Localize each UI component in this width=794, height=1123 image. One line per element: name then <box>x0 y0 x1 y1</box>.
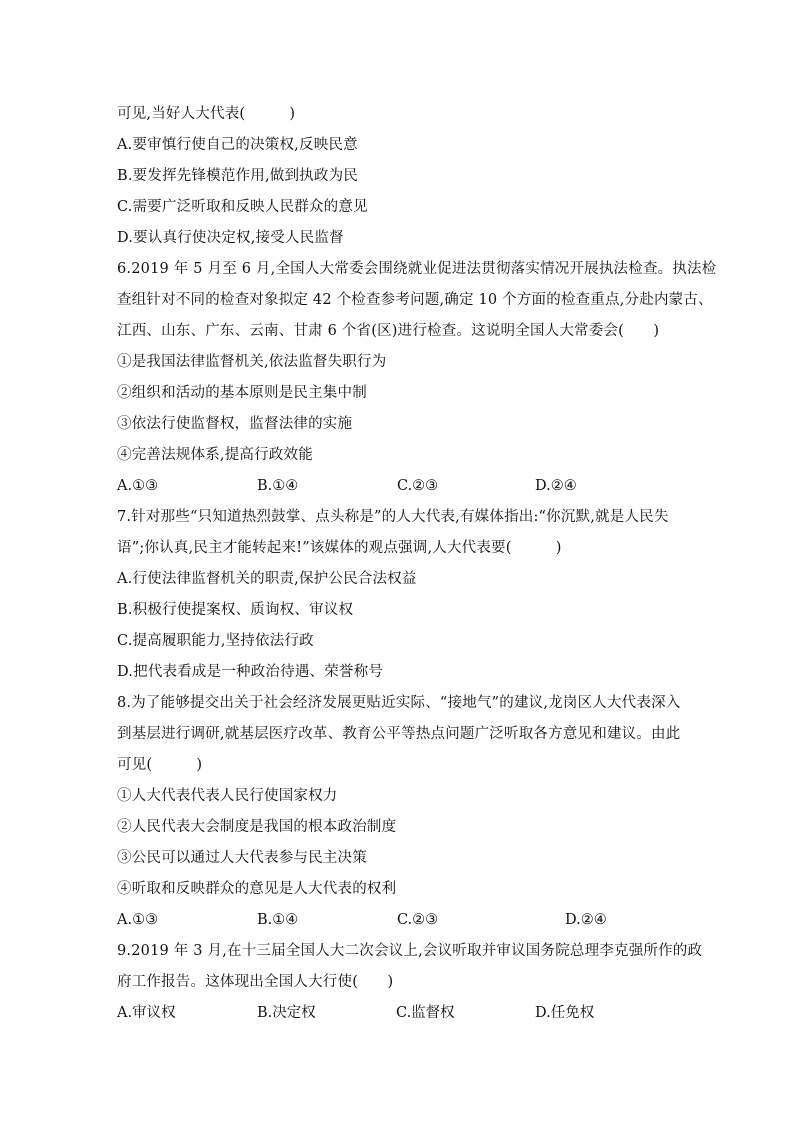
q7-stem-line-1: 7.针对那些“只知道热烈鼓掌、点头称是”的人大代表,有媒体指出:“你沉默,就是人民失 <box>117 509 669 525</box>
q6-stem-line-1: 6.2019 年 5 月至 6 月,全国人大常委会围绕就业促进法贯彻落实情况开展执法检查。执法检 <box>117 261 717 277</box>
q8-choice-b: B.①④ <box>257 912 299 928</box>
q7-option-d: D.把代表看成是一种政治待遇、荣誉称号 <box>117 664 384 680</box>
q6-choice-c: C.②③ <box>397 478 439 494</box>
q9-choice-c: C.监督权 <box>396 1005 455 1021</box>
q9-stem-line-2: 府工作报告。这体现出全国人大行使( ) <box>117 974 394 990</box>
q8-statement-1: ①人大代表代表人民行使国家权力 <box>117 788 338 804</box>
q6-stem-line-3: 江西、山东、广东、云南、甘肃 6 个省(区)进行检查。这说明全国人大常委会( ) <box>117 323 660 339</box>
q8-statement-4: ④听取和反映群众的意见是人大代表的权利 <box>117 881 397 897</box>
q8-stem-line-2: 到基层进行调研,就基层医疗改革、教育公平等热点问题广泛听取各方意见和建议。由此 <box>117 726 681 742</box>
q7-option-b: B.积极行使提案权、质询权、审议权 <box>117 602 354 618</box>
q6-stem-line-2: 查组针对不同的检查对象拟定 42 个检查参考问题,确定 10 个方面的检查重点,分赴内蒙古、 <box>117 292 713 308</box>
q5-option-d: D.要认真行使决定权,接受人民监督 <box>117 230 344 246</box>
q5-stem-tail: 可见,当好人大代表( ) <box>117 106 296 122</box>
q8-statement-3: ③公民可以通过人大代表参与民主决策 <box>117 850 367 866</box>
q6-statement-3: ③依法行使监督权，监督法律的实施 <box>117 416 353 432</box>
q8-stem-line-1: 8.为了能够提交出关于社会经济发展更贴近实际、“接地气”的建议,龙岗区人大代表深入 <box>117 695 681 711</box>
q8-statement-2: ②人民代表大会制度是我国的根本政治制度 <box>117 819 397 835</box>
q7-option-c: C.提高履职能力,坚持依法行政 <box>117 633 314 649</box>
q9-stem-line-1: 9.2019 年 3 月,在十三届全国人大二次会议上,会议听取并审议国务院总理李克强所作的政 <box>117 943 703 959</box>
q7-stem-line-2: 语”;你认真,民主才能转起来!”该媒体的观点强调,人大代表要( ) <box>117 540 562 556</box>
q9-choice-b: B.决定权 <box>257 1005 316 1021</box>
q8-choice-d: D.②④ <box>565 912 607 928</box>
q5-option-a: A.要审慎行使自己的决策权,反映民意 <box>117 137 358 153</box>
q6-statement-1: ①是我国法律监督机关,依法监督失职行为 <box>117 354 387 370</box>
q9-choice-a: A.审议权 <box>117 1005 176 1021</box>
q6-choice-a: A.①③ <box>117 478 159 494</box>
q8-stem-line-3: 可见( ) <box>117 757 203 773</box>
q6-statement-2: ②组织和活动的基本原则是民主集中制 <box>117 385 367 401</box>
q5-option-c: C.需要广泛听取和反映人民群众的意见 <box>117 199 368 215</box>
q6-choice-b: B.①④ <box>257 478 299 494</box>
q8-choice-a: A.①③ <box>117 912 159 928</box>
q6-choice-d: D.②④ <box>535 478 577 494</box>
q8-choice-c: C.②③ <box>397 912 439 928</box>
q6-statement-4: ④完善法规体系,提高行政效能 <box>117 447 313 463</box>
q5-option-b: B.要发挥先锋模范作用,做到执政为民 <box>117 168 358 184</box>
q9-choice-d: D.任免权 <box>535 1005 595 1021</box>
q7-option-a: A.行使法律监督机关的职责,保护公民合法权益 <box>117 571 417 587</box>
